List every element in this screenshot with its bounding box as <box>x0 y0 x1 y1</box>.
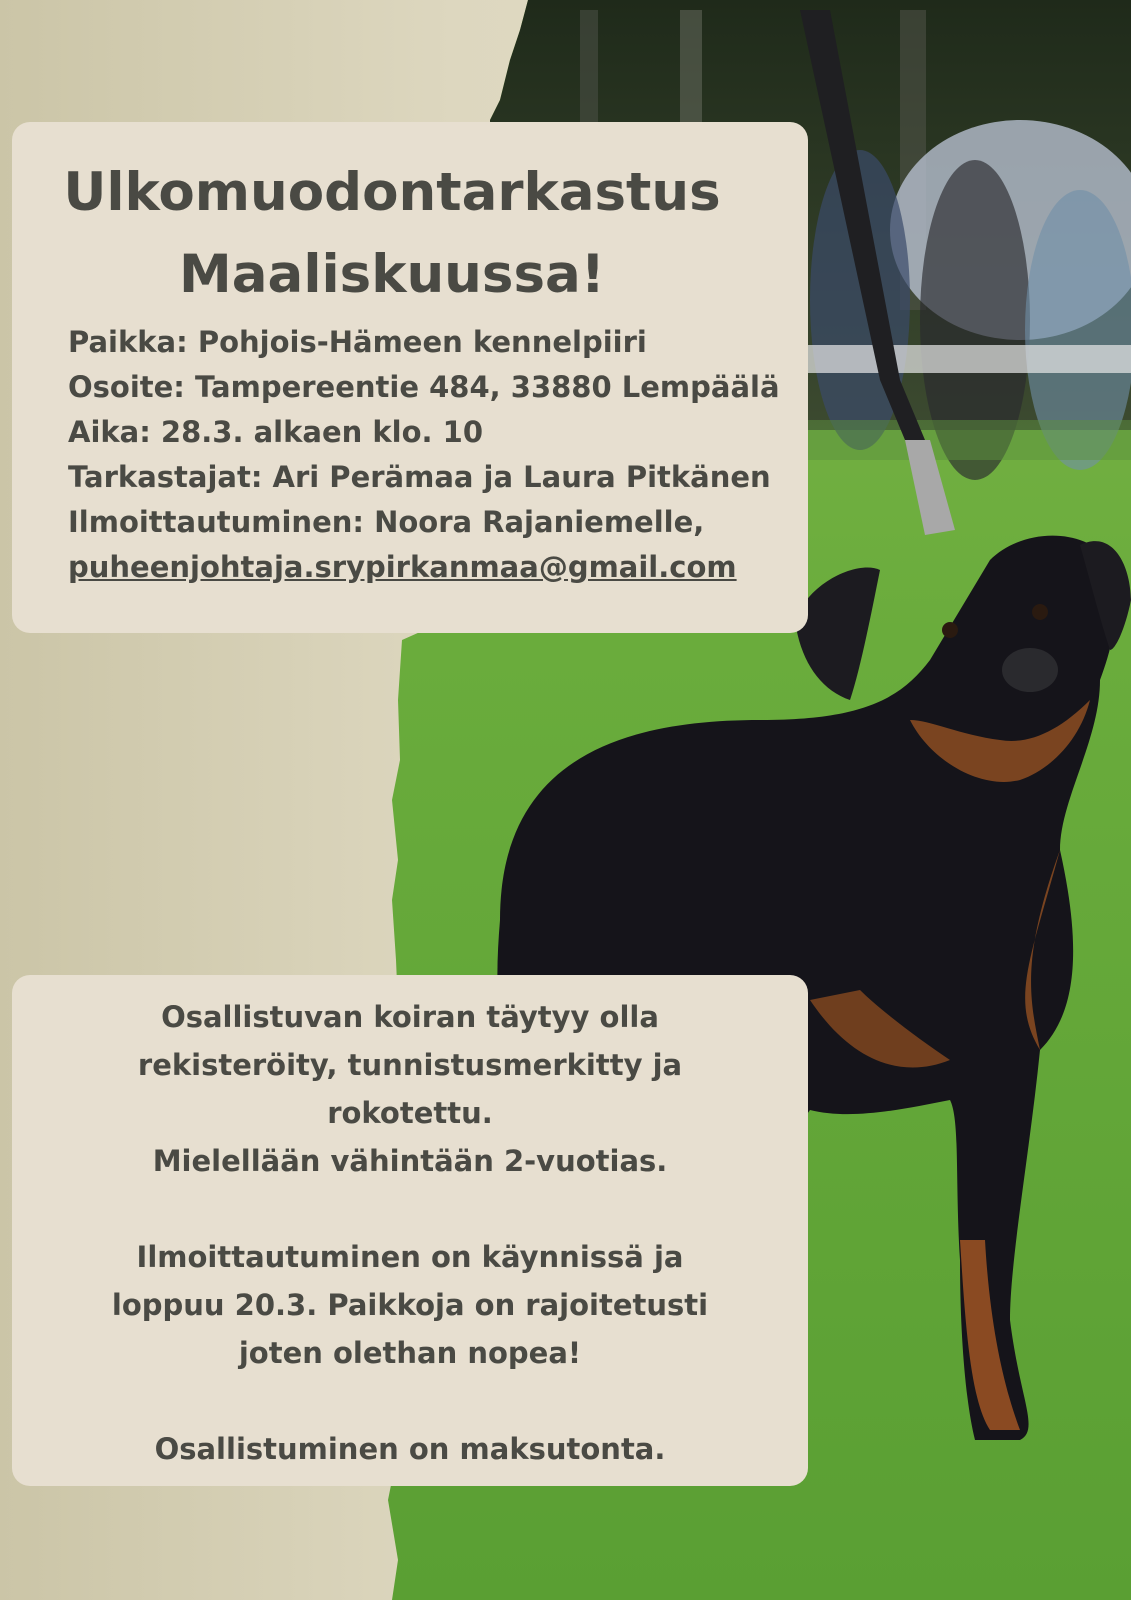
title-line-1: Ulkomuodontarkastus <box>63 162 721 223</box>
detail-place: Paikka: Pohjois-Hämeen kennelpiiri <box>68 325 647 359</box>
info-line-2: rekisteröity, tunnistusmerkitty ja <box>137 1048 683 1082</box>
info-line-7: joten olethan nopea! <box>238 1336 582 1370</box>
info-line-5: Ilmoittautuminen on käynnissä ja <box>136 1240 684 1274</box>
info-line-8: Osallistuminen on maksutonta. <box>154 1432 666 1466</box>
info-line-3: rokotettu. <box>327 1096 493 1130</box>
event-details <box>68 320 798 590</box>
detail-address: Osoite: Tampereentie 484, 33880 Lempäälä <box>68 370 780 404</box>
info-line-1: Osallistuvan koiran täytyy olla <box>161 1000 659 1034</box>
detail-registration: Ilmoittautuminen: Noora Rajaniemelle, <box>68 505 705 539</box>
detail-time: Aika: 28.3. alkaen klo. 10 <box>68 415 483 449</box>
info-line-6: loppuu 20.3. Paikkoja on rajoitetusti <box>111 1288 709 1322</box>
page-title <box>12 152 772 316</box>
info-spacer <box>12 1377 808 1425</box>
title-line-2: Maaliskuussa! <box>179 244 605 305</box>
info-line-4: Mielellään vähintään 2-vuotias. <box>152 1144 668 1178</box>
requirements-text <box>12 993 808 1473</box>
email-link[interactable]: puheenjohtaja.srypirkanmaa@gmail.com <box>68 550 737 584</box>
event-details-card <box>12 122 808 633</box>
info-spacer <box>12 1185 808 1233</box>
requirements-card <box>12 975 808 1486</box>
detail-inspectors: Tarkastajat: Ari Perämaa ja Laura Pitkänen <box>68 460 771 494</box>
